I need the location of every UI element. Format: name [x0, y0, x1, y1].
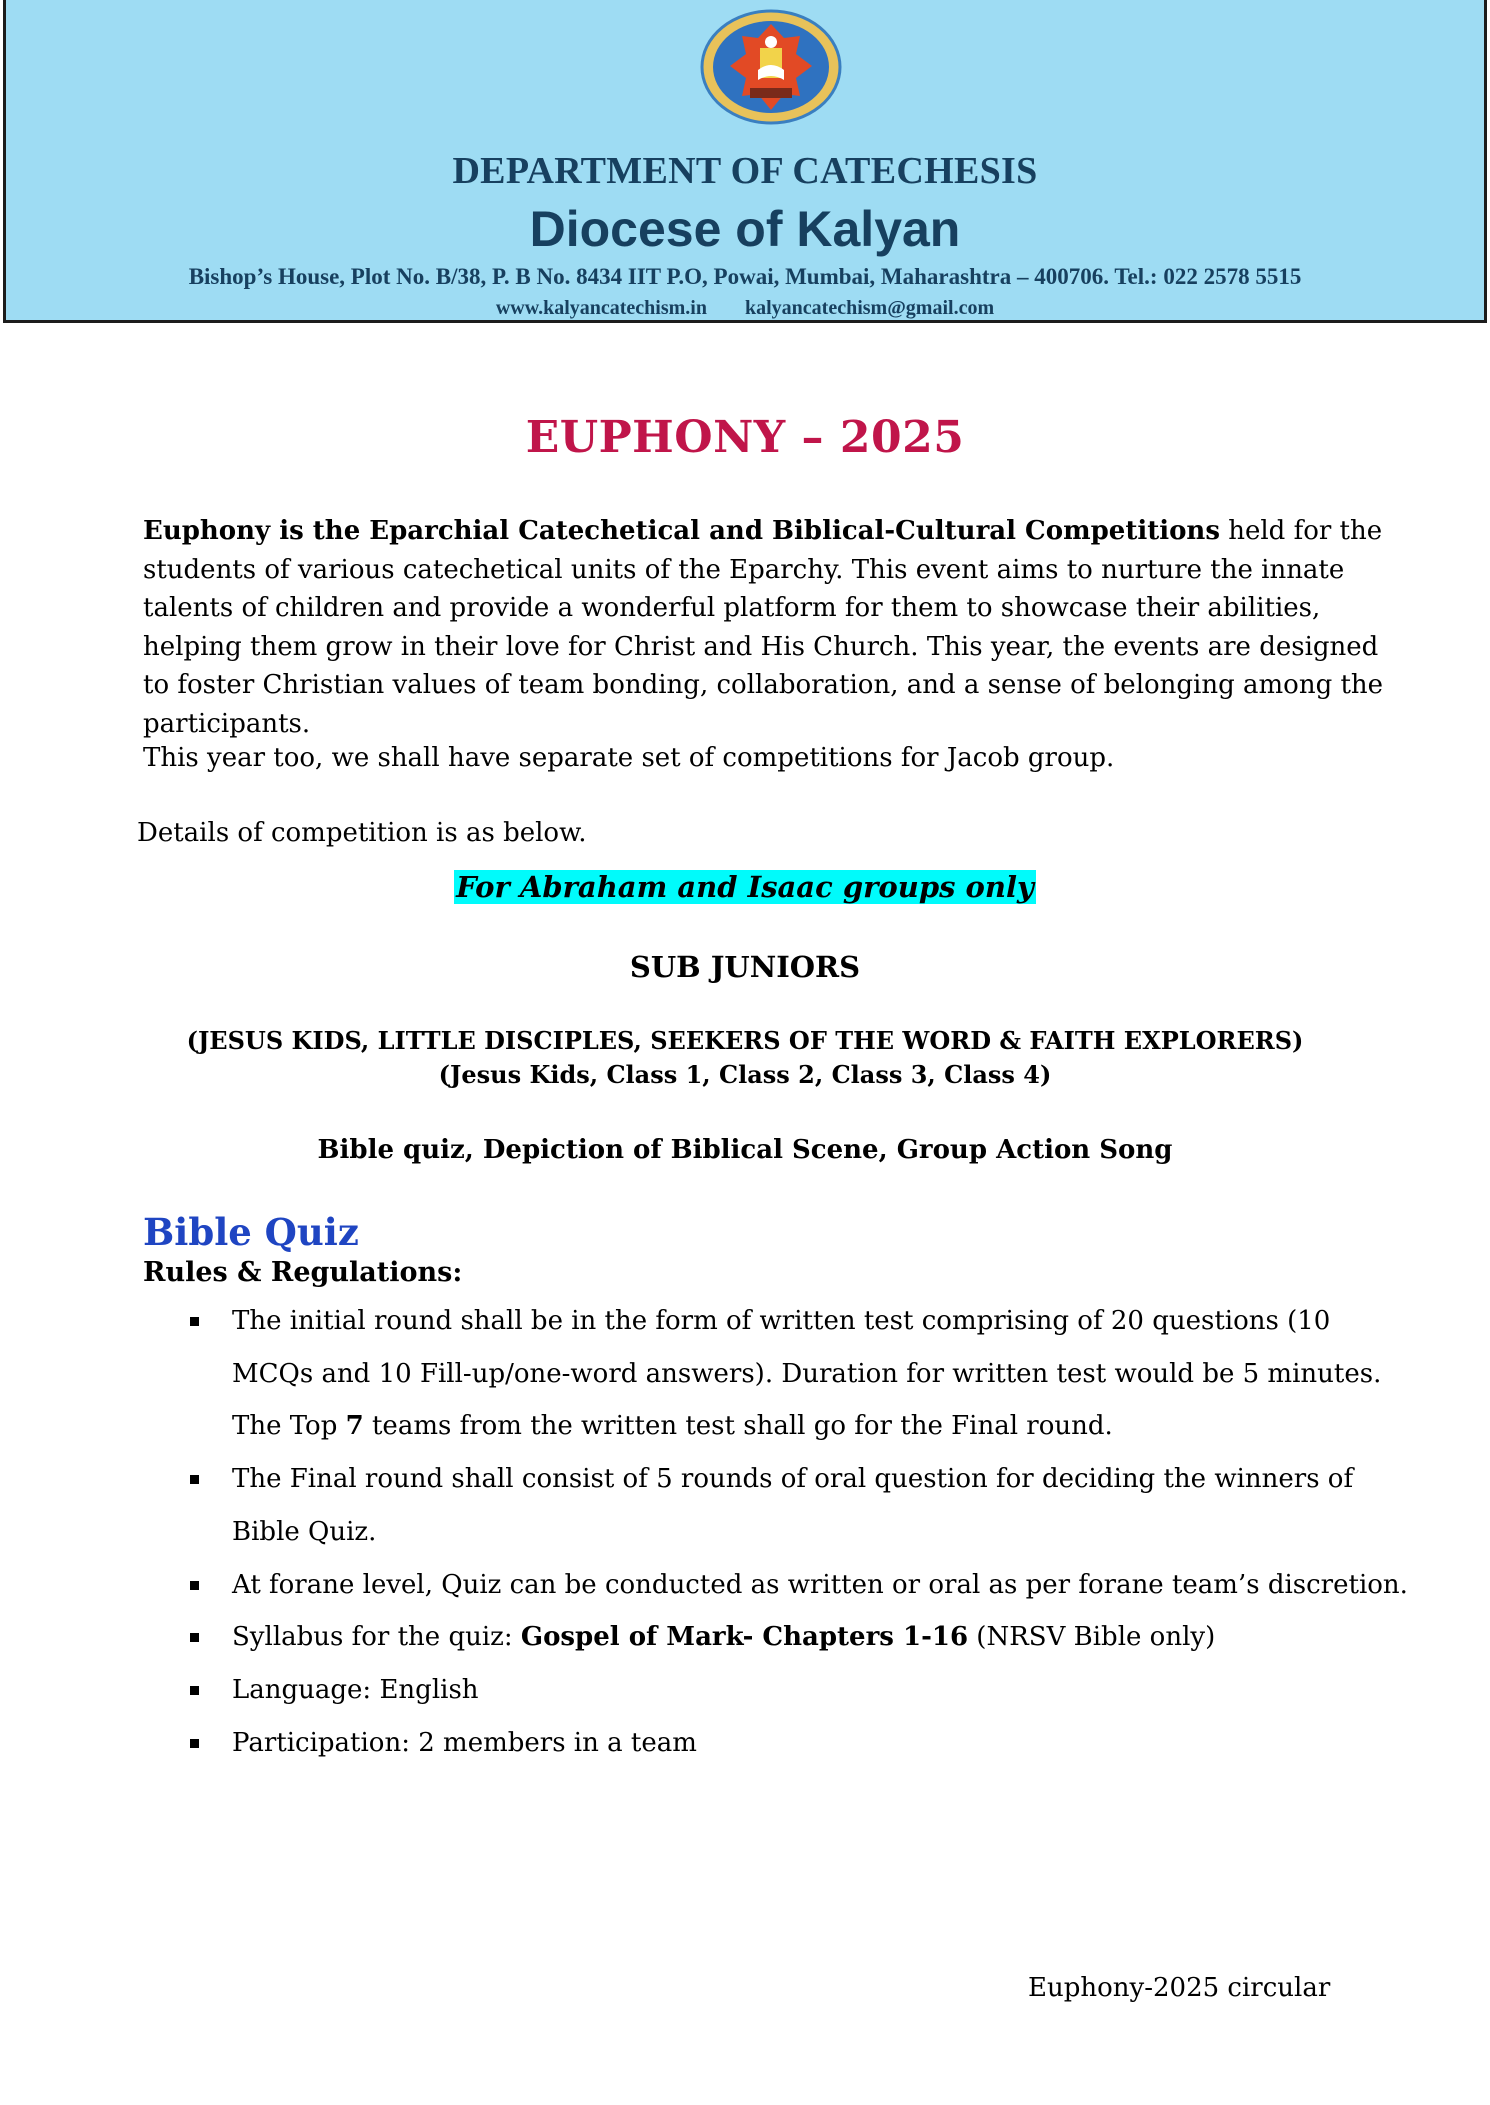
bullet-icon	[190, 1581, 199, 1590]
rule-text: Syllabus for the quiz:	[232, 1622, 521, 1653]
category-heading: SUB JUNIORS	[629, 950, 861, 984]
contact-line	[6, 297, 1484, 320]
group-highlight-text: For Abraham and Isaac groups only	[456, 870, 1034, 904]
bullet-icon	[190, 1686, 199, 1695]
rule-item	[232, 1611, 1412, 1664]
rule-text: The Final round shall consist of 5 rounds of oral question for deciding the winners of Bible Quiz.	[232, 1464, 1354, 1547]
email-link[interactable]: kalyancatechism@gmail.com	[744, 297, 995, 319]
groups-line-1: (JESUS KIDS, LITTLE DISCIPLES, SEEKERS OF THE WORD & FAITH EXPLORERS)	[186, 1026, 1304, 1055]
bullet-icon	[190, 1739, 199, 1748]
rule-text: The initial round shall be in the form of written test comprising of 20 questions (10 MCQs and 10 Fill-up/one-word answers). Duration for written test would be 5 minutes. The Top	[232, 1306, 1382, 1442]
rule-text: Participation: 2 members in a team	[232, 1727, 697, 1758]
rules-list	[232, 1295, 1412, 1769]
rule-bold: 7	[345, 1411, 364, 1442]
bullet-icon	[190, 1633, 199, 1642]
intro-paragraph	[143, 512, 1405, 743]
rule-item	[232, 1664, 1412, 1717]
footer-label: Euphony-2025 circular	[1028, 1973, 1331, 2003]
intro-lead: Euphony is the Eparchial Catechetical and Biblical-Cultural Competitions	[143, 516, 1220, 546]
rule-text: Language: English	[232, 1674, 479, 1705]
website-link[interactable]: www.kalyancatechism.in	[495, 297, 707, 319]
groups-line-2: (Jesus Kids, Class 1, Class 2, Class 3, Class 4)	[438, 1060, 1052, 1089]
letterhead	[3, 0, 1487, 323]
intro-rest: held for the students of various catechetical units of the Eparchy. This event aims to nurture the innate talents of children and provide a wonderful platform for them to showcase their abilities, helping them grow in their love for Christ and His Church. This year, the events are designed to foster Christian values of team bonding, collaboration, and a sense of belonging among the participants.	[143, 516, 1384, 739]
rule-item	[232, 1453, 1412, 1558]
events-line: Bible quiz, Depiction of Biblical Scene, Group Action Song	[317, 1135, 1173, 1165]
bullet-icon	[190, 1317, 199, 1326]
bullet-icon	[190, 1475, 199, 1484]
rules-heading: Rules & Regulations:	[143, 1257, 463, 1288]
rule-item	[232, 1559, 1412, 1612]
section-heading: Bible Quiz	[143, 1210, 359, 1254]
group-highlight	[0, 870, 1490, 904]
jacob-note: This year too, we shall have separate set of competitions for Jacob group.	[143, 743, 1115, 773]
rule-text: At forane level, Quiz can be conducted as written or oral as per forane team’s discretion.	[232, 1569, 1408, 1600]
details-note: Details of competition is as below.	[137, 818, 587, 848]
diocese-crest-logo	[700, 8, 842, 126]
rule-text: (NRSV Bible only)	[968, 1622, 1216, 1653]
rule-item	[232, 1295, 1412, 1453]
address-line: Bishop’s House, Plot No. B/38, P. B No. 8434 IIT P.O, Powai, Mumbai, Maharashtra – 400706. Tel.: 022 2578 5515	[188, 264, 1302, 289]
rule-item	[232, 1717, 1412, 1770]
rule-bold: Gospel of Mark- Chapters 1-16	[520, 1622, 969, 1653]
department-name: DEPARTMENT OF CATECHESIS	[452, 150, 1038, 192]
rule-text: teams from the written test shall go for the Final round.	[363, 1411, 1113, 1442]
page-title: EUPHONY – 2025	[525, 412, 965, 463]
diocese-name: Diocese of Kalyan	[529, 201, 961, 257]
